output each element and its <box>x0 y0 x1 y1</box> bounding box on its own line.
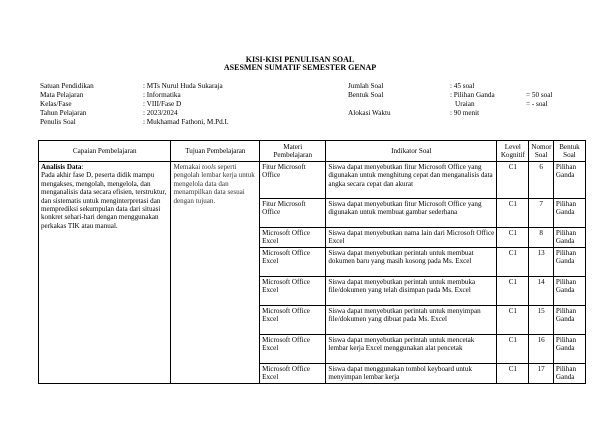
info-value-satuan: : MTs Nurul Huda Sukaraja <box>143 82 223 90</box>
nomor-cell: 14 <box>529 277 554 306</box>
header-materi-line1: Materi <box>283 142 303 151</box>
level-cell: C1 <box>497 364 529 384</box>
info-value-bentuk-pg: : Pilihan Ganda <box>450 91 495 99</box>
header-nomor-line2: Soal <box>534 151 548 159</box>
header-bentuk-line2: Soal <box>563 151 576 159</box>
capaian-cell: Analisis Data: Pada akhir fase D, peserta didik mampu mengakses, mengolah, mengelola, dan menganalisis data secara efisien, terstruktur, dan sistematis untuk menginterpretasi dan memprediksi sekumpulan data dari situasi konkret sehari-hari dengan menggunakan perkakas TIK atau manual. <box>39 162 171 384</box>
materi-cell: Microsoft Office Excel <box>260 277 326 306</box>
nomor-cell: 15 <box>529 306 554 335</box>
header-nomor-line1: Nomor <box>531 142 552 151</box>
indikator-cell: Siswa dapat menyebutkan fitur Microsoft Office yang digunakan untuk membuat gambar sederhana <box>326 199 497 228</box>
nomor-cell: 17 <box>529 364 554 384</box>
capaian-text: Pada akhir fase D, peserta didik mampu mengakses, mengolah, mengelola, dan menganalisis data secara efisien, terstruktur, dan sistematis untuk menginterpretasi dan memprediksi sekumpulan data dari situasi konkret sehari-hari dengan menggunakan perkakas TIK atau manual. <box>41 171 167 230</box>
tujuan-text-post: seperti pengolah lembar kerja untuk mengelola data dan menampilkan data sesuai dengan tujuan. <box>173 163 255 205</box>
info-label-penulis: Penulis Soal <box>40 118 76 126</box>
indikator-cell: Siswa dapat menggunakan tombol keyboard untuk menyimpan lembar kerja <box>326 364 497 384</box>
level-cell: C1 <box>497 277 529 306</box>
info-value-alokasi: : 90 menit <box>450 109 480 117</box>
kisi-kisi-table <box>38 140 586 384</box>
bentuk-cell: Pilihan Ganda <box>553 364 585 384</box>
info-value-bentuk-uraian: Uraian <box>455 100 475 108</box>
tujuan-text-pre: Memakai <box>173 163 203 171</box>
info-value-kelas: : VIII/Fase D <box>143 100 182 108</box>
level-cell: C1 <box>497 306 529 335</box>
materi-cell: Microsoft Office Excel <box>260 228 326 248</box>
info-label-bentuk: Bentuk Soal <box>348 91 384 99</box>
nomor-cell: 6 <box>529 162 554 199</box>
nomor-cell: 8 <box>529 228 554 248</box>
header-level <box>497 141 529 162</box>
bentuk-cell: Pilihan Ganda <box>553 335 585 364</box>
indikator-cell: Siswa dapat menyebutkan perintah untuk membuka file/dokumen yang telah disimpan pada Ms. Excel <box>326 277 497 306</box>
nomor-cell: 16 <box>529 335 554 364</box>
header-level-line1: Level <box>504 142 521 151</box>
info-label-jumlah: Jumlah Soal <box>348 82 384 90</box>
indikator-cell: Siswa dapat menyebutkan perintah untuk menyimpan file/dokumen yang dibuat pada Ms. Excel <box>326 306 497 335</box>
info-value-mapel: : Informatika <box>143 91 181 99</box>
bentuk-cell: Pilihan Ganda <box>553 277 585 306</box>
bentuk-cell: Pilihan Ganda <box>553 199 585 228</box>
materi-cell: Microsoft Office Excel <box>260 248 326 277</box>
materi-cell: Fitur Microsoft Office <box>260 199 326 228</box>
bentuk-cell: Pilihan Ganda <box>553 228 585 248</box>
document-title: KISI-KISI PENULISAN SOAL <box>245 55 355 64</box>
level-cell: C1 <box>497 335 529 364</box>
materi-cell: Microsoft Office Excel <box>260 364 326 384</box>
header-indikator: Indikator Soal <box>326 141 497 162</box>
header-materi-line2: Pembelajaran <box>273 151 313 159</box>
header-bentuk <box>553 141 585 162</box>
indikator-cell: Siswa dapat menyebutkan nama lain dari Microsoft Office Excel <box>326 228 497 248</box>
nomor-cell: 13 <box>529 248 554 277</box>
nomor-cell: 7 <box>529 199 554 228</box>
table-row <box>39 162 586 199</box>
bentuk-cell: Pilihan Ganda <box>553 306 585 335</box>
info-label-mapel: Mata Pelajaran <box>40 91 84 99</box>
info-value-tahun: : 2023/2024 <box>143 109 178 117</box>
info-label-alokasi: Alokasi Waktu <box>348 109 391 117</box>
level-cell: C1 <box>497 162 529 199</box>
info-count-bentuk-pg: = 50 soal <box>526 91 553 99</box>
header-bentuk-line1: Bentuk <box>559 142 580 151</box>
level-cell: C1 <box>497 228 529 248</box>
level-cell: C1 <box>497 199 529 228</box>
capaian-title: Analisis Data <box>41 163 82 171</box>
indikator-cell: Siswa dapat menyebutkan perintah untuk mencetak lembar kerja Excel menggunakan alat pencetak <box>326 335 497 364</box>
info-value-jumlah: : 45 soal <box>450 82 475 90</box>
table-header-row <box>39 141 586 162</box>
tujuan-cell <box>171 162 260 384</box>
info-label-tahun: Tahun Pelajaran <box>40 109 87 117</box>
bentuk-cell: Pilihan Ganda <box>553 162 585 199</box>
materi-cell: Microsoft Office Excel <box>260 335 326 364</box>
bentuk-cell: Pilihan Ganda <box>553 248 585 277</box>
info-label-kelas: Kelas/Fase <box>40 100 72 108</box>
header-materi <box>260 141 326 162</box>
materi-cell: Fitur Microsoft Office <box>260 162 326 199</box>
tujuan-text-em: tools <box>202 163 216 171</box>
info-value-penulis: : Mukhamad Fathoni, M.Pd.I. <box>143 118 229 126</box>
header-tujuan: Tujuan Pembelajaran <box>171 141 260 162</box>
document-subtitle: ASESMEN SUMATIF SEMESTER GENAP <box>223 63 377 72</box>
header-nomor <box>529 141 554 162</box>
header-level-line2: Kognitif <box>500 151 525 159</box>
indikator-cell: Siswa dapat menyebutkan perintah untuk membuat dokumen baru yang masih kosong pada Ms. Excel <box>326 248 497 277</box>
info-count-bentuk-uraian: = - soal <box>526 100 548 108</box>
materi-cell: Microsoft Office Excel <box>260 306 326 335</box>
header-capaian: Capaian Pembelajaran <box>39 141 171 162</box>
indikator-cell: Siswa dapat menyebutkan fitur Microsoft Office yang digunakan untuk menghitung cepat dan menganalisis data angka secara cepat dan akurat <box>326 162 497 199</box>
level-cell: C1 <box>497 248 529 277</box>
info-label-satuan: Satuan Pendidikan <box>40 82 94 90</box>
